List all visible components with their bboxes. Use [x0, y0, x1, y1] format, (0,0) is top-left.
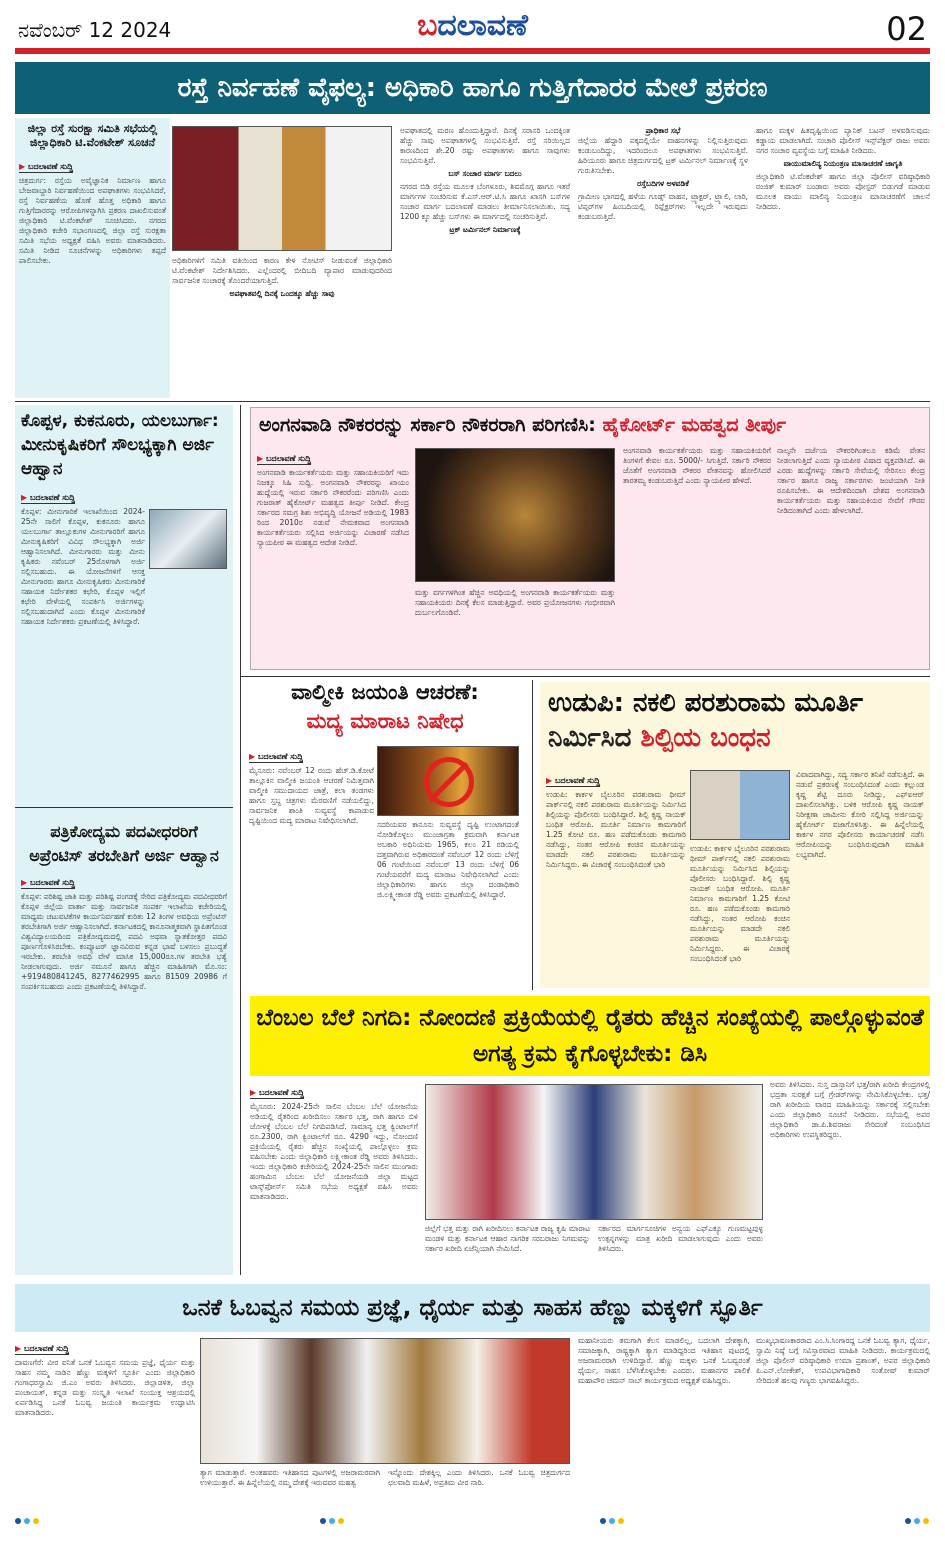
column-rule: [532, 680, 533, 990]
anganwadi-headline: [251, 408, 929, 442]
top-body-3: ಅಪಘಾತದಲ್ಲಿ ಮರಣ ಹೊಂದುತ್ತಿದ್ದಾರೆ. ದಿನಕ್ಕೆ ಸರಾಸರಿ ಒಂದಕ್ಕಿಂತ ಹೆಚ್ಚು ಸಾವು ಅಪಘಾತಗಳಲ್ಲಿ ಸಂಭವಿಸುತ್ತಿವೆ. ರಸ್ತೆ ಸರಿಯಿಲ್ಲದ ಕಾರಣದಿಂದ ಶೇ.20 ರಷ್ಟು ಅಪಘಾತಗಳು ಹಾಗೂ ಸಾವುಗಳು ಸಂಭವಿಸುತ್ತಿವೆ.: [400, 126, 570, 165]
footer-dots-right: [905, 1518, 929, 1524]
koppal-headline: ಕೊಪ್ಪಳ, ಕುಕನೂರು, ಯಲಬುರ್ಗಾ: ಮೀನುಕೃಷಿಕರಿಗೆ ಸೌಲಭ್ಯಕ್ಕಾಗಿ ಅರ್ಜಿ ಆಹ್ವಾನ: [21, 411, 219, 479]
footer-dots-left: [15, 1518, 39, 1524]
justice-scales-photo: [415, 448, 615, 582]
footer-dots-mid: [320, 1518, 344, 1524]
masthead-first: ಬ: [417, 8, 438, 43]
top-body-6: ಗ್ರಾಮೀಣ ಭಾಗದಲ್ಲಿ ಹಳೆಯ ಗೂಡ್ಸ್ ವಾಹನ, ಟ್ರ್ಯಾಕ್ಟರ್, ಟ್ರ್ಯಾಲಿ, ಲಾರಿ, ಟಿಪ್ಪರ್‌ಗಳ ಹಿಂಬದಿಯಲ್ಲಿ ರಿಫ್ಲೆಕ್ಟರ್‌ಗಳು ಇಲ್ಲದೇ ಇರುವುದು ಕಂಡುಬರುತ್ತಿದೆ.: [578, 192, 748, 221]
byline: ▶ ಬದಲಾವಣೆ ಸುದ್ದಿ: [249, 752, 303, 763]
top-col-5: [756, 126, 930, 396]
byline: ▶ ಬದಲಾವಣೆ ಸುದ್ದಿ: [21, 878, 75, 889]
top-body-2-text: ಅಧಿಕಾರಿಗಳಿಗೆ ಸಮಿತಿ ವತಿಯಿಂದ ಕಾರಣ ಕೇಳಿ ನೋಟಿಸ್ ನೀಡುವಂತೆ ಜಿಲ್ಲಾಧಿಕಾರಿ ಟಿ.ವೆಂಕಟೇಶ್ ನಿರ್ದೇಶಿಸಿದರು. ಎಲ್ಲೆಂದರಲ್ಲಿ ಬೀದಿಬದಿ ವ್ಯಾಪಾರ ಮಾಡುವುದರಿಂದ ಸಾರ್ವಜನಿಕ ಸಂಚಾರಕ್ಕೆ ತೊಂದರೆಯಾಗುತ್ತಿದೆ.: [172, 256, 392, 285]
divider: [15, 401, 930, 402]
meeting-photo: [172, 126, 392, 251]
byline: ▶ ಬದಲಾವಣೆ ಸುದ್ದಿ: [257, 454, 311, 465]
left-sidebar: [15, 405, 233, 1275]
koppal-body: ಕೊಪ್ಪಳ: ಮೀನುಗಾರಿಕೆ ಇಲಾಖೆಯಿಂದ 2024-25ನೇ ಸಾಲಿಗೆ ಕೊಪ್ಪಳ, ಕುಕನೂರು ಹಾಗೂ ಯಲಬುರ್ಗಾ ತಾಲ್ಲೂಕುಗಳ ಮೀನುಗಾರರಿಗೆ ಹಾಗೂ ಮೀನುಕೃಷಿಕರಿಗೆ ವಿವಿಧ ಸೌಲಭ್ಯಕ್ಕಾಗಿ ಅರ್ಜಿ ಆಹ್ವಾನಿಸಲಾಗಿದೆ. ಮೀನುಗಾರರು ಮತ್ತು ಮೀನು ಕೃಷಿಕರು ನವೆಂಬರ್ 25ರೊಳಗಾಗಿ ಅರ್ಜಿ ಸಲ್ಲಿಸಬಹುದು. ಈ ಯೋಜನೆಗಳಿಗೆ ಆಸಕ್ತ ಮೀನುಗಾರರು ಹಾಗೂ ಮೀನುಕೃಷಿಕರು ಮೀನುಗಾರಿಕೆ ಸಹಾಯಕ ನಿರ್ದೇಶಕರ ಕಛೇರಿ, ಕೊಪ್ಪಳ ಇಲ್ಲಿಗೆ ಕಛೇರಿ ವೇಳೆಯಲ್ಲಿ ಸಂಪರ್ಕಿಸಿ ಅರ್ಜಿಗಳನ್ನು ಸಲ್ಲಿಸಬಹುದಾಗಿದೆ ಎಂದು ಕೊಪ್ಪಳ ಮೀನುಗಾರಿಕೆ ಸಹಾಯಕ ನಿರ್ದೇಶಕರು ಪ್ರಕಟಣೆಯಲ್ಲಿ ತಿಳಿಸಿದ್ದಾರೆ.: [21, 507, 145, 626]
udupi-body-1: ಉಡುಪಿ: ಕಾರ್ಕಳ ಬೈಲೂರಿನ ಪರಶುರಾಮ ಥೀಮ್ ಪಾರ್ಕ್‌ನಲ್ಲಿ ನಕಲಿ ಪರಶುರಾಮ ಮೂರ್ತಿಯನ್ನು ನಿರ್ಮಿಸಿದ ಶಿಲ್ಪಿಯನ್ನು ಪೊಲೀಸರು ಬಂಧಿಸಿದ್ದಾರೆ. ಶಿಲ್ಪಿ ಕೃಷ್ಣ ನಾಯಕ್ ಬಂಧಿತ ಆರೋಪಿ. ಮೂರ್ತಿ ನಿರ್ಮಾಣ ಕಾಮಗಾರಿಗೆ 1.25 ಕೋಟಿ ರೂ. ಹಣ ಪಡೆದುಕೊಂಡು ಕಾಮಗಾರಿ ನಡೆಸಿದ್ದು, ನಂತರ ಆರೋಪಿ ಕಂಚಿನ ಮೂರ್ತಿಯನ್ನು ಮಾಡದೇ ನಕಲಿ ಪರಶುರಾಮ ಮೂರ್ತಿಯನ್ನು ನಿರ್ಮಿಸಿದ್ದರು. ಈ ವಿಚಾರಕ್ಕೆ ಸಂಬಂಧಿಸಿದಂತೆ ಭಾರಿ: [546, 790, 686, 869]
header-divider: [15, 48, 930, 54]
anganwadi-body-3: ಅಂಗನವಾಡಿ ಕಾರ್ಯಕರ್ತೆಯರು ಮತ್ತು ಸಹಾಯಕಿಯರಿಗೆ ತಿಂಗಳಿಗೆ ಕೇವಲ ರೂ. 5000/- ಸಿಗುತ್ತಿದೆ. ಸರ್ಕಾರಿ ನೌಕರರ ಜೊತೆಗೆ ಅಂಗನವಾಡಿ ನೌಕರರ ವೇತನವನ್ನು ಹೋಲಿಸಿದರೆ ತಾರತಮ್ಯ ಕಂಡುಬರುತ್ತಿದೆ ಎಂದು ನ್ಯಾಯಪೀಠ ಹೇಳಿದೆ.: [623, 446, 771, 485]
headline-part: ಅಂಗನವಾಡಿ ನೌಕರರನ್ನು ಸರ್ಕಾರಿ ನೌಕರರಾಗಿ ಪರಿಗಣಿಸಿ:: [259, 414, 596, 436]
top-subhead-4: ಪ್ರಾಧಿಕಾರ ಸಭೆ: [645, 126, 681, 135]
top-subhead-6: ವಾಯುಮಾಲಿನ್ಯ ನಿಯಂತ್ರಣ ಮಾಸಾಚರಣೆ ಜಾಗೃತಿ: [783, 159, 903, 168]
headline-highlight: ಹೈಕೋರ್ಟ್ ಮಹತ್ವದ ತೀರ್ಪು: [602, 414, 786, 436]
top-subhead-2: ಬಸ್ ಸಂಚಾರ ಮಾರ್ಗ ಬದಲು: [448, 169, 522, 178]
footer-dots-mid2: [600, 1518, 624, 1524]
top-subhead-5: ರಸ್ತೆಬದಿಗಳ ಅಳವಡಿಕೆ: [637, 179, 689, 188]
msp-poster-release-photo: [425, 1084, 763, 1220]
top-subhead-1: ಅಪಘಾತವಲ್ಲಿ ದಿನಕ್ಕೆ ಒಂದಕ್ಕೂ ಹೆಚ್ಚು ಸಾವು: [229, 289, 335, 298]
msp-body-1: ಮೈಸೂರು: 2024-25ನೇ ಸಾಲಿನ ಬೆಂಬಲ ಬೆಲೆ ಯೋಜನೆಯ ಅಡಿಯಲ್ಲಿ ರೈತರಿಂದ ಖರೀದಿಸಲು ಸರ್ಕಾರ ಭತ್ತ, ರಾಗಿ ಹಾಗೂ ಬಿಳಿ ಜೋಳಕ್ಕೆ ಬೆಂಬಲ ಬೆಲೆ ನಿಗದಿಪಡಿಸಿದೆ. ಸಾಮಾನ್ಯ ಭತ್ತ ಕ್ವಿಂಟಾಲ್‌ಗೆ ರೂ.2300, ರಾಗಿ ಕ್ವಿಂಟಾಲ್‌ಗೆ ರೂ. 4290 ಇದ್ದು, ನೋಂದಣಿ ಪ್ರಕ್ರಿಯೆಯಲ್ಲಿ ರೈತರು ಹೆಚ್ಚಿನ ಸಂಖ್ಯೆಯಲ್ಲಿ ಪಾಲ್ಗೊಳ್ಳಲು ಕ್ರಮ ವಹಿಸಬೇಕು ಎಂದು ಜಿಲ್ಲಾಧಿಕಾರಿ ಲಕ್ಷ್ಮೀಕಾಂತ ರೆಡ್ಡಿ ಅವರು ತಿಳಿಸಿದರು. ಇಂದು ಜಿಲ್ಲಾಧಿಕಾರಿ ಕಚೇರಿಯಲ್ಲಿ 2024-25ನೇ ಸಾಲಿನ ಮುಂಗಾರು ಹಂಗಾಮಿನ ಬೆಂಬಲ ಬೆಲೆ ಯೋಜನೆಯಡಿ ಜಿಲ್ಲಾ ಮಟ್ಟದ ಟಾಸ್ಕ್‌ಫೋರ್ಸ್ ಸಮಿತಿ ಸಭೆಯ ಅಧ್ಯಕ್ಷತೆ ವಹಿಸಿ ಅವರು ಮಾತನಾಡಿದರು.: [250, 1102, 418, 1201]
valmiki-body-1: ಮೈಸೂರು: ನವೆಂಬರ್ 12 ರಂದು ಹೆಚ್.ಡಿ.ಕೋಟೆ ತಾಲ್ಲೂಕಿನ ವಾಲ್ಮೀಕಿ ಜಯಂತಿ ಆಚರಣೆ ನಿಮಿತ್ತವಾಗಿ ವಾಲ್ಮೀಕಿ ಸಮುದಾಯದ ಜಾತ್ರೆ, ಕಲಾ ತಂಡಗಳು ಹಾಗೂ ಸ್ತಬ್ಧ ಚಿತ್ರಗಳು ಮೆರವಣಿಗೆ ನಡೆಯಲಿದ್ದು, ಸಾರ್ವಜನಿಕ ಶಾಂತಿ ಸುವ್ಯವಸ್ಥೆ ಕಾಪಾಡುವ ದೃಷ್ಟಿಯಿಂದ ಮದ್ಯ ಮಾರಾಟ ನಿಷೇಧಿಸಲಾಗಿದೆ.: [249, 766, 374, 825]
masthead-rest: ದಲಾವಣೆ: [437, 8, 528, 43]
udupi-body-2: ವಿವಾದವಾಗಿದ್ದು, ಸದ್ಯ ಸರ್ಕಾರ ತನಿಖೆ ನಡೆಸುತ್ತಿದೆ. ಈ ನಡುವೆ ಪ್ರಕರಣಕ್ಕೆ ಸಂಬಂಧಿಸಿದಂತೆ ಎಂದು ಕಲ್ಲುಂಡ ಕೃಷ್ಣ ಶೆಟ್ಟಿ ದೂರು ನೀಡಿದ್ದು, ಎಫ್‌ಐಆರ್ ದಾಖಲಿಸಲಾಗಿತ್ತು. ಬಳಿಕ ಆರೋಪಿ ಕೃಷ್ಣ ನಾಯಕ್ ನಿರೀಕ್ಷಣಾ ಜಾಮೀನು ಕೋರಿ ಸಲ್ಲಿಸಿದ್ದ ಅರ್ಜಿಯನ್ನು ಹೈಕೋರ್ಟ್ ವಜಾಗೊಳಿಸಿತ್ತು. ಈ ಹಿನ್ನೆಲೆಯಲ್ಲಿ ಕಾರ್ಕಳ ನಗರ ಪೊಲೀಸರು ಕಾರ್ಯಾಚರಣೆ ನಡೆಸಿ ಆರೋಪಿಯನ್ನು ಬಂಧಿಸಿರುವುದಾಗಿ ಮಾಹಿತಿ ಲಭ್ಯವಾಗಿದೆ.: [796, 770, 924, 859]
byline: ▶ ಬದಲಾವಣೆ ಸುದ್ದಿ: [250, 1088, 304, 1099]
headline-highlight: ಶಿಲ್ಪಿಯ ಬಂಧನ: [640, 723, 771, 753]
top-body-8: ಜಿಲ್ಲಾಧಿಕಾರಿ ಟಿ.ವೆಂಕಟೇಶ್ ಹಾಗೂ ಜಿಲ್ಲಾ ಪೊಲೀಸ್ ವರಿಷ್ಠಾಧಿಕಾರಿ ರಂಜಿತ್ ಕುಮಾರ್ ಬಂಡಾರು ಅವರು ಪೋಸ್ಟರ್ ಬಿಡುಗಡೆ ಮಾಡುವ ಮೂಲಕ ವಾಯು ಮಾಲಿನ್ಯ ನಿಯಂತ್ರಣ ಮಾಸಾಚರಣೆಗೆ ಚಾಲನೆ ನೀಡಿದರು.: [756, 172, 930, 211]
msp-body-3: ಸರ್ಕಾರದ ಮಾರ್ಗಸೂಚಿಗಳ ಅನ್ವಯ ಎಫ್‌ಎಕ್ಯೂ ಗುಣಮಟ್ಟವುಳ್ಳ ಉತ್ಪನ್ನಗಳನ್ನು ಮಾತ್ರ ಖರೀದಿ ಮಾಡಲಾಗುವುದು ಎಂದು ಅವರು ತಿಳಿಸಿದರು.: [598, 1224, 763, 1253]
onake-body-2: ತ್ಯಾಗ ಮಾಡುತ್ತಾರೆ. ಅಂತಹವರು ಇತಿಹಾಸದ ಪುಟಗಳಲ್ಲಿ ಅಜರಾಮರವಾಗಿ ಉಳಿಯುತ್ತಾರೆ. ಈ ಹಿನ್ನೆಲೆಯಲ್ಲಿ ನಮ್ಮ ದೇಶಕ್ಕೆ ಇರುವವರ ಮಹತ್ವ: [200, 1468, 380, 1487]
msp-headline: ಬೆಂಬಲ ಬೆಲೆ ನಿಗದಿ: ನೋಂದಣಿ ಪ್ರಕ್ರಿಯೆಯಲ್ಲಿ ರೈತರು ಹೆಚ್ಚಿನ ಸಂಖ್ಯೆಯಲ್ಲಿ ಪಾಲ್ಗೊಳ್ಳುವಂತೆ ಅಗತ್ಯ ಕ್ರಮ ಕೈಗೊಳ್ಳಬೇಕು: ಡಿಸಿ: [250, 996, 930, 1076]
top-subhead-3: ಟ್ರಕ್ ಟರ್ಮಿನಲ್ ನಿರ್ಮಾಣಕ್ಕೆ: [449, 225, 521, 234]
top-col-3: [400, 126, 570, 396]
msp-body-2: ಜಿಲ್ಲೆಗೆ ಭತ್ತ ಮತ್ತು ರಾಗಿ ಖರೀದಿಸಲು ಕರ್ನಾಟಕ ರಾಜ್ಯ ಕೃಷಿ ಮಾರಾಟ ಮಂಡಳಿ ಮತ್ತು ಕರ್ನಾಟಕ ಆಹಾರ ನಾಗರಿಕ ಸರಬರಾಜು ನಿಗಮವನ್ನು ಸರ್ಕಾರ ಖರೀದಿ ಏಜೆನ್ಸಿಯಾಗಿ ನೇಮಿಸಿದೆ.: [425, 1224, 590, 1253]
prohibition-icon: [424, 757, 474, 807]
byline: ▶ ಬದಲಾವಣೆ ಸುದ್ದಿ: [21, 493, 75, 504]
top-body-4: ನಗರದ ಬಿಡಿ ರಸ್ತೆಯ ಮೂಲಕ ಬೆಂಗಳೂರು, ಶಿವಮೊಗ್ಗ ಹಾಗೂ ಇತರೆ ಮಾರ್ಗಗಳ ಸಂಚರಿಸುವ ಕೆ.ಎಸ್.ಆರ್.ಟಿ.ಸಿ ಹಾಗೂ ಖಾಸಗಿ ಬಸ್‌ಗಳ ಸಂಚಾರ ಮಾರ್ಗ ಬದಲಾವಣೆ ಮಾಡಲು ತೀರ್ಮಾನಿಸಲಾಯಿತು. ಸದ್ಯ 1200 ಕ್ಕೂ ಹೆಚ್ಚು ಬಸ್‌ಗಳು ಈ ಮಾರ್ಗದಲ್ಲಿ ಸಂಚರಿಸುತ್ತಿವೆ.: [400, 182, 570, 221]
application-form-image: [149, 509, 227, 569]
byline: ▶ ಬದಲಾವಣೆ ಸುದ್ದಿ: [546, 776, 600, 787]
top-body-7: ಹಾಗೂ ಮಕ್ಕಳ ಹಿತದೃಷ್ಟಿಯಿಂದ ಪ್ಯಾನಿಕ್ ಬಟನ್ ಅಳವಡಿಸುವುದು ಕಡ್ಡಾಯ ಮಾಡಲಾಗಿದೆ. ಸಂಚಾರಿ ಪೊಲೀಸ್ ಇನ್ಸ್‌ಪೆಕ್ಟರ್ ರಾಜು ಅವರು ನಗರ ಸಂಚಾರ ವ್ಯವಸ್ಥೆಯ ಬಗ್ಗೆ ಮಾಹಿತಿ ನೀಡಿದರು.: [756, 126, 930, 155]
msp-body-4: ಅವರು ತಿಳಿಸಿದರು. ಸುಸ್ತ ದಾಸ್ತಾನಿಗೆ ಭತ್ತ/ರಾಗಿ ಖರೀದಿ ಕೇಂದ್ರಗಳಲ್ಲಿ ಭದ್ರತಾ ಸುರಕ್ಷತೆ ಬಗ್ಗೆ ಗ್ರೇಡರ್‌ಗಳನ್ನು ನೇಮಿಸಿಕೊಳ್ಳಬೇಕು. ಭತ್ತ/ರಾಗಿ ಖರೀದಿಯ ವಾರದ ಮಾಹಿತಿಯನ್ನು ಸರ್ಕಾರಕ್ಕೆ ಸಲ್ಲಿಸಬೇಕು ಎಂದು ಜಿಲ್ಲಾಧಿಕಾರಿ ಸೂಚನೆ ನೀಡಿದರು. ಸಭೆಯಲ್ಲಿ ಅಪರ ಜಿಲ್ಲಾಧಿಕಾರಿ ಡಾ.ಪಿ.ಶಿವರಾಜು ಸೇರಿದಂತೆ ಸಂಬಂಧಿಸಿದ ಅಧಿಕಾರಿಗಳು ಉಪಸ್ಥಿತರಿದ್ದರು.: [770, 1080, 930, 1139]
udupi-headline: ಉಡುಪಿ: ನಕಲಿ ಪರಶುರಾಮ ಮೂರ್ತಿ: [548, 688, 863, 718]
divider: [240, 676, 930, 677]
onake-headline: ಒನಕೆ ಓಬವ್ವನ ಸಮಯ ಪ್ರಜ್ಞೆ, ಧೈರ್ಯ ಮತ್ತು ಸಾಹಸ ಹೆಣ್ಣು ಮಕ್ಕಳಿಗೆ ಸ್ಫೂರ್ತಿ: [15, 1284, 930, 1332]
top-col-4: [578, 126, 748, 396]
valmiki-headline: ವಾಲ್ಮೀಕಿ ಜಯಂತಿ ಆಚರಣೆ:: [291, 680, 479, 704]
headline-part: ನಿರ್ಮಿಸಿದ: [548, 723, 632, 753]
anganwadi-body-4: ನಾಲ್ಕನೇ ದರ್ಜೆಯ ನೌಕರರಿಗಿಂತಲೂ ಕಡಿಮೆ ವೇತನ ನೀಡಲಾಗುತ್ತಿದೆ ಎಂದು ನ್ಯಾಯಪೀಠ ವಿಷಾದ ವ್ಯಕ್ತಪಡಿಸಿದೆ. ಈ ಎರಡು ಹುದ್ದೆಗಳನ್ನು ಸರ್ಕಾರಿ ಸೇವೆಯಲ್ಲಿ ಸೇರಿಸಲು ಕೇಂದ್ರ ಸರ್ಕಾರ ಹಾಗೂ ರಾಜ್ಯ ಸರ್ಕಾರಗಳು ಜಂಟಿಯಾಗಿ ನೀತಿ ರೂಪಿಸಬೇಕು. ಈ ಆದೇಶದಿಂದಾಗಿ ದೇಶದ ಅಂಗನವಾಡಿ ಕಾರ್ಯಕರ್ತೆಯರು ಮತ್ತು ಸಹಾಯಕಿಯರ ಸೇವೆಗೆ ಗೌರವ ನೀಡಿದಂತಾಗಿದೆ ಎಂದು ಹೇಳಲಾಗಿದೆ.: [777, 446, 925, 515]
udupi-article: [540, 682, 930, 988]
divider: [15, 807, 233, 808]
top-body-5: ಜಿಲ್ಲೆಯ ಹೆದ್ದಾರಿ ಪಕ್ಕದಲ್ಲಿಯೇ ವಾಹನಗಳನ್ನು ನಿಲ್ಲಿಸುತ್ತಿರುವುದು ಕಂಡುಬಂದಿದ್ದು, ಇದರಿಂದಲೂ ಅಪಘಾತಗಳು ಸಂಭವಿಸುತ್ತಿವೆ. ಹಿರಿಯೂರು ಹಾಗೂ ಚಿತ್ರದುರ್ಗದಲ್ಲಿ ಟ್ರಕ್ ಟರ್ಮಿನಲ್ ನಿರ್ಮಾಣಕ್ಕೆ ಸ್ಥಳ ಗುರುತಿಸಬೇಕು.: [578, 136, 748, 175]
onake-body-3: ಇನ್ನೊಂದು ದೇಶಕ್ಕಿಲ್ಲ ಎಂದು ತಿಳಿಸಿದರು. ಒನಕೆ ಓಬವ್ವ ಚಿತ್ರದುರ್ಗದ ಛಲವಾದಿ ಮಹಿಳೆ, ಅಪ್ರತಿಮ ವೀರ ನಾರಿ.: [388, 1468, 570, 1487]
anganwadi-body-1: ಅಂಗನವಾಡಿ ಕಾರ್ಯಕರ್ತೆಯರು ಮತ್ತು ಸಹಾಯಕಿಯರಿಗೆ ಇದು ನಿಜಕ್ಕೂ ಸಿಹಿ ಸುದ್ದಿ. ಅಂಗನವಾಡಿ ನೌಕರರನ್ನು ಖಾಯಂ ಹುದ್ದೆಯಲ್ಲಿ ಇರುವ ಸರ್ಕಾರಿ ನೌಕರರೆಂದು ಪರಿಗಣಿಸಿ ಎಂದು ಗುಜರಾತ್ ಹೈಕೋರ್ಟ್ ಮಹತ್ವದ ತೀರ್ಪು ನೀಡಿದೆ. ಕೇಂದ್ರ ಸರ್ಕಾರದ ಸಮಗ್ರ ಶಿಶು ಅಭಿವೃದ್ಧಿ ಯೋಜನೆ ಅಡಿಯಲ್ಲಿ 1983 ರಿಂದ 2010ರ ನಡುವೆ ನೇಮಕವಾದ ಅಂಗನವಾಡಿ ಕಾರ್ಯಕರ್ತೆಯರು ಸಲ್ಲಿಸಿದ ಅರ್ಜಿಯನ್ನು ವಿಚಾರಣೆ ನಡೆಸಿದ ನ್ಯಾಯಪೀಠ ಈ ಮಹತ್ವದ ಆದೇಶ ನೀಡಿದೆ.: [257, 468, 409, 547]
column-rule: [240, 405, 241, 1275]
page-number: 02: [886, 10, 927, 48]
onake-body-4: ಮಹಾನೀಯರು ತಮಗಾಗಿ ಕೆಲಸ ಮಾಡಲಿಲ್ಲ, ಬದಲಾಗಿ ದೇಶಕ್ಕಾಗಿ, ಸಮಾಜಕ್ಕಾಗಿ, ರಾಷ್ಟ್ರಕ್ಕಾಗಿ ತ್ಯಾಗ ಮಾಡಿದ್ದರಿಂದ ಇತಿಹಾಸ ಪುಟದಲ್ಲಿ ಅಜರಾಮರರಾಗಿ ಉಳಿದಿದ್ದಾರೆ. ಹೆಣ್ಣು ಮಕ್ಕಳು ಒನಕೆ ಓಬವ್ವರಂತೆ ಧೈರ್ಯ, ಸಾಹಸ ಬೆಳೆಸಿಕೊಳ್ಳಬೇಕು ಎಂದರು. ಮಹಾನಗರ ಪಾಲಿಕೆ ಮಹಾಪೌರ ಚಮನ್ ಸಾಬ್ ಕಾರ್ಯಕ್ರಮದ ಅಧ್ಯಕ್ಷತೆ ವಹಿಸಿದ್ದರು.: [578, 1336, 750, 1385]
onake-body-1: ದಾವಣಗೆರೆ: ವೀರ ವನಿತೆ ಒನಕೆ ಓಬವ್ವನ ಸಮಯ ಪ್ರಜ್ಞೆ, ಧೈರ್ಯ ಮತ್ತು ಸಾಹಸ ನಮ್ಮ ನಾಡಿನ ಹೆಣ್ಣು ಮಕ್ಕಳಿಗೆ ಸ್ಫೂರ್ತಿ ಎಂದು ಜಿಲ್ಲಾಧಿಕಾರಿ ಗಂಗಾಧರಸ್ವಾಮಿ ಜಿ.ಎಂ ಅವರು ತಿಳಿಸಿದರು. ಜಿಲ್ಲಾಡಳಿತ, ಜಿಲ್ಲಾ ಪಂಚಾಯತ್, ಕನ್ನಡ ಮತ್ತು ಸಂಸ್ಕೃತಿ ಇಲಾಖೆ ಸಂಯುಕ್ತ ಆಶ್ರಯದಲ್ಲಿ ಏರ್ಪಡಿಸಿದ್ದ ಒನಕೆ ಓಬವ್ವ ಜಯಂತಿ ಕಾರ್ಯಕ್ರಮ ಉದ್ಘಾಟಿಸಿ ಮಾತನಾಡಿದರು.: [15, 1358, 195, 1417]
issue-date: ನವೆಂಬರ್ 12 2024: [18, 18, 172, 42]
top-body-1: ಚಿತ್ರದುರ್ಗ: ರಸ್ತೆಯ ಅವೈಜ್ಞಾನಿಕ ನಿರ್ಮಾಣ ಹಾಗೂ ಬೇಜವಾಬ್ದಾರಿ ನಿರ್ವಹಣೆಯಿಂದ ಅಪಘಾತಗಳು ಸಂಭವಿಸಿದರೆ, ರಸ್ತೆ ನಿರ್ವಹಣೆಯ ಹೊಣೆ ಹೊತ್ತ ಅಧಿಕಾರಿ ಹಾಗೂ ಗುತ್ತಿಗೆದಾರರನ್ನು ಆರೋಪಿಗಳನ್ನಾಗಿಸಿ ಪ್ರಕರಣ ದಾಖಲಿಸುವಂತೆ ಜಿಲ್ಲಾಧಿಕಾರಿ ಟಿ.ವೆಂಕಟೇಶ್ ಸೂಚಿಸಿದರು. ನಗರದ ಜಿಲ್ಲಾಧಿಕಾರಿ ಕಚೇರಿ ಸಭಾಂಗಣದಲ್ಲಿ ಜಿಲ್ಲಾ ರಸ್ತೆ ಸುರಕ್ಷತಾ ಸಮಿತಿ ಸಭೆಯ ಅಧ್ಯಕ್ಷತೆ ವಹಿಸಿ ಅವರು ಮಾತನಾಡಿದರು. ಸಮಿತಿ ನೀಡಿದ ಸೂಚನೆಗಳನ್ನು ಅಧಿಕಾರಿಗಳು ತಪ್ಪದೆ ಪಾಲಿಸಬೇಕು.: [19, 176, 166, 265]
masthead-logo: [0, 8, 945, 43]
anganwadi-box: [250, 407, 930, 670]
valmiki-article: [245, 680, 525, 990]
anganwadi-body-2: ಮತ್ತು ವರ್ಗಗಳಿಗಿಂತ ಹೆಚ್ಚಿನ ಅವಧಿಯಲ್ಲಿ ಅಂಗನವಾಡಿ ಕಾರ್ಯಕರ್ತೆಯರು ಮತ್ತು ಸಹಾಯಕಿಯರು ದಿನಕ್ಕೆ ಕೆಲಸ ಮಾಡುತ್ತಿದ್ದಾರೆ. ಅವರ ಪ್ರಯೋಜನಗಳು ಗಂಭೀರವಾಗಿ ದುರ್ಬಲಗೊಂಡಿವೆ.: [415, 588, 615, 617]
valmiki-body-2: ಸದರಿಯವರ ಕಾನೂನು ಸುವ್ಯವಸ್ಥೆ ದೃಷ್ಟಿ ಉಂಟಾಗದಂತೆ ನೋಡಿಕೊಳ್ಳಲು ಮುಂಜಾಗ್ರತಾ ಕ್ರಮವಾಗಿ ಕರ್ನಾಟಕ ಅಬಕಾರಿ ಅಧಿನಿಯಮ 1965, ಕಲಂ 21 ರಡಿಯಲ್ಲಿ ದತ್ತವಾಗಿರುವ ಅಧಿಕಾರದಂತೆ ನವೆಂಬರ್ 12 ರಂದು ಬೆಳಿಗ್ಗೆ 06 ಗಂಟೆಯಿಂದ ನವೆಂಬರ್ 13 ರಂದು ಬೆಳಿಗ್ಗೆ 06 ಗಂಟೆಯವರೆಗೆ ಮದ್ಯ ಮಾರಾಟ ನಿಷೇಧಿಸಲಾಗಿದೆ ಎಂದು ಜಿಲ್ಲಾಧಿಕಾರಿಗಳು ಹಾಗೂ ಜಿಲ್ಲಾ ದಂಡಾಧಿಕಾರಿ ಜಿ.ಲಕ್ಷ್ಮೀಕಾಂತ ರೆಡ್ಡಿ ಅವರು ಪ್ರಕಟಣೆಯಲ್ಲಿ ತಿಳಿಸಿದ್ದಾರೆ.: [377, 820, 519, 899]
byline: ▶ ಬದಲಾವಣೆ ಸುದ್ದಿ: [15, 1344, 69, 1355]
top-headline: ರಸ್ತೆ ನಿರ್ವಹಣೆ ವೈಫಲ್ಯ: ಅಧಿಕಾರಿ ಹಾಗೂ ಗುತ್ತಿಗೆದಾರರ ಮೇಲೆ ಪ್ರಕರಣ: [15, 62, 930, 114]
udupi-body-1-cont: ಉಡುಪಿ: ಕಾರ್ಕಳ ಬೈಲೂರಿನ ಪರಶುರಾಮ ಥೀಮ್ ಪಾರ್ಕ್‌ನಲ್ಲಿ ನಕಲಿ ಪರಶುರಾಮ ಮೂರ್ತಿಯನ್ನು ನಿರ್ಮಿಸಿದ ಶಿಲ್ಪಿಯನ್ನು ಪೊಲೀಸರು ಬಂಧಿಸಿದ್ದಾರೆ. ಶಿಲ್ಪಿ ಕೃಷ್ಣ ನಾಯಕ್ ಬಂಧಿತ ಆರೋಪಿ. ಮೂರ್ತಿ ನಿರ್ಮಾಣ ಕಾಮಗಾರಿಗೆ 1.25 ಕೋಟಿ ರೂ. ಹಣ ಪಡೆದುಕೊಂಡು ಕಾಮಗಾರಿ ನಡೆಸಿದ್ದು, ನಂತರ ಆರೋಪಿ ಕಂಚಿನ ಮೂರ್ತಿಯನ್ನು ಮಾಡದೇ ನಕಲಿ ಪರಶುರಾಮ ಮೂರ್ತಿಯನ್ನು ನಿರ್ಮಿಸಿದ್ದರು. ಈ ವಿಚಾರಕ್ಕೆ ಸಂಬಂಧಿಸಿದಂತೆ ಭಾರಿ: [690, 844, 790, 963]
journalism-body: ಕೊಪ್ಪಳ: ಪರಿಶಿಷ್ಟ ಜಾತಿ ಮತ್ತು ಪರಿಶಿಷ್ಟ ಪಂಗಡಕ್ಕೆ ಸೇರಿದ ಪತ್ರಿಕೋದ್ಯಮ ಪದವೀಧರರಿಗೆ ಕೊಪ್ಪಳ ಜಿಲ್ಲೆಯ ವಾರ್ತಾ ಮತ್ತು ಸಾರ್ವಜನಿಕ ಸಂಪರ್ಕ ಇಲಾಖೆಯ ಕಚೇರಿಯಲ್ಲಿ ಮಾಧ್ಯಮ ಚಟುವಟಿಕೆಗಳ ಕಾರ್ಯನಿರ್ವಹಣೆ ಕುರಿತು 12 ತಿಂಗಳ ಅವಧಿಯ ಅಪ್ರೆಂಟಿಸ್ ತರಬೇತಿಗಾಗಿ ಅರ್ಜಿ ಆಹ್ವಾನಿಸಲಾಗಿದೆ. ಕರ್ನಾಟಕದಲ್ಲಿ ಕಾನೂನಾತ್ಮಕವಾಗಿ ಸ್ಥಾಪಿತಗೊಂಡ ವಿಶ್ವವಿದ್ಯಾಲಯದಿಂದ ಪತ್ರಿಕೋದ್ಯಮದಲ್ಲಿ ಪದವಿ ಅಥವಾ ಸ್ನಾತಕೋತ್ತರ ಪದವಿ ಪೂರ್ಣಗೊಳಿಸಿರಬೇಕು. ಕಂಪ್ಯೂಟರ್ ಜ್ಞಾನವಿರುವ ಕನ್ನಡ ಭಾಷೆ ಬಳಸಲು ಪ್ರಬುದ್ಧತೆ ಇರಬೇಕು. ತರಬೇತಿ ಅವಧಿ ವೇಳೆ ಮಾಸಿಕ 15,000ರೂ.ಗಳ ತರಬೇತಿ ಭತ್ಯೆ ನೀಡಲಾಗುವುದು. ಅರ್ಜಿ ನಮೂನೆ ಹಾಗೂ ಹೆಚ್ಚಿನ ಮಾಹಿತಿಗಾಗಿ ಮೊ.ಸಂ: +919480841245, 8277462995 ಹಾಗೂ 81509 20986 ಗೆ ಸಂಪರ್ಕಿಸಬಹುದು ಎಂದು ಪ್ರಕಟಣೆಯಲ್ಲಿ ತಿಳಿಸಿದ್ದಾರೆ.: [21, 892, 227, 991]
liquor-ban-photo: [377, 746, 519, 816]
top-kicker: ಜಿಲ್ಲಾ ರಸ್ತೆ ಸುರಕ್ಷಾ ಸಮಿತಿ ಸಭೆಯಲ್ಲಿ ಜಿಲ್ಲಾಧಿಕಾರಿ ಟಿ.ವೆಂಕಟೇಶ್ ಸೂಚನೆ: [27, 122, 158, 149]
byline: ▶ ಬದಲಾವಣೆ ಸುದ್ದಿ: [19, 162, 73, 173]
top-body-2: [172, 256, 392, 396]
top-left-box: [15, 118, 170, 398]
journalism-headline: ಪತ್ರಿಕೋದ್ಯಮ ಪದವೀಧರರಿಗೆ ಅಪ್ರೆಂಟಿಸ್ ತರಬೇತಿಗೆ ಅರ್ಜಿ ಆಹ್ವಾನ: [29, 822, 219, 865]
sculptor-statue-photo: [690, 770, 790, 840]
onake-event-photo: [200, 1338, 570, 1464]
valmiki-headline-red: ಮದ್ಯ ಮಾರಾಟ ನಿಷೇಧ: [306, 709, 464, 733]
udupi-headline-2: [540, 719, 930, 758]
onake-body-5: ಮುಖ್ಯಭಾಷಣಕಾರರಾದ ಎಂ.ಸಿ.ಸಿಂಗಾರದ್ದ ಒನಕೆ ಓಬವ್ವ ತ್ಯಾಗ, ಧೈರ್ಯ, ಸ್ವಾಮಿ ನಿಷ್ಠೆ ಬಗ್ಗೆ ಸವಿಸ್ತಾರವಾದ ಮಾಹಿತಿ ನೀಡಿದರು. ಕಾರ್ಯಕ್ರಮದಲ್ಲಿ ಜಿಲ್ಲಾ ಪೊಲೀಸ್ ವರಿಷ್ಠಾಧಿಕಾರಿ ಉಮಾ ಪ್ರಶಾಂತ್, ಅಪರ ಜಿಲ್ಲಾಧಿಕಾರಿ ಪಿ.ಎನ್.ಲೋಕೇಶ್, ಉಪವಿಭಾಗಾಧಿಕಾರಿ ಸಂತೋಷ್ ಕುಮಾರ್ ಸೇರಿದಂತೆ ಹಲವು ಗಣ್ಯರು ಭಾಗವಹಿಸಿದ್ದರು.: [756, 1336, 930, 1385]
